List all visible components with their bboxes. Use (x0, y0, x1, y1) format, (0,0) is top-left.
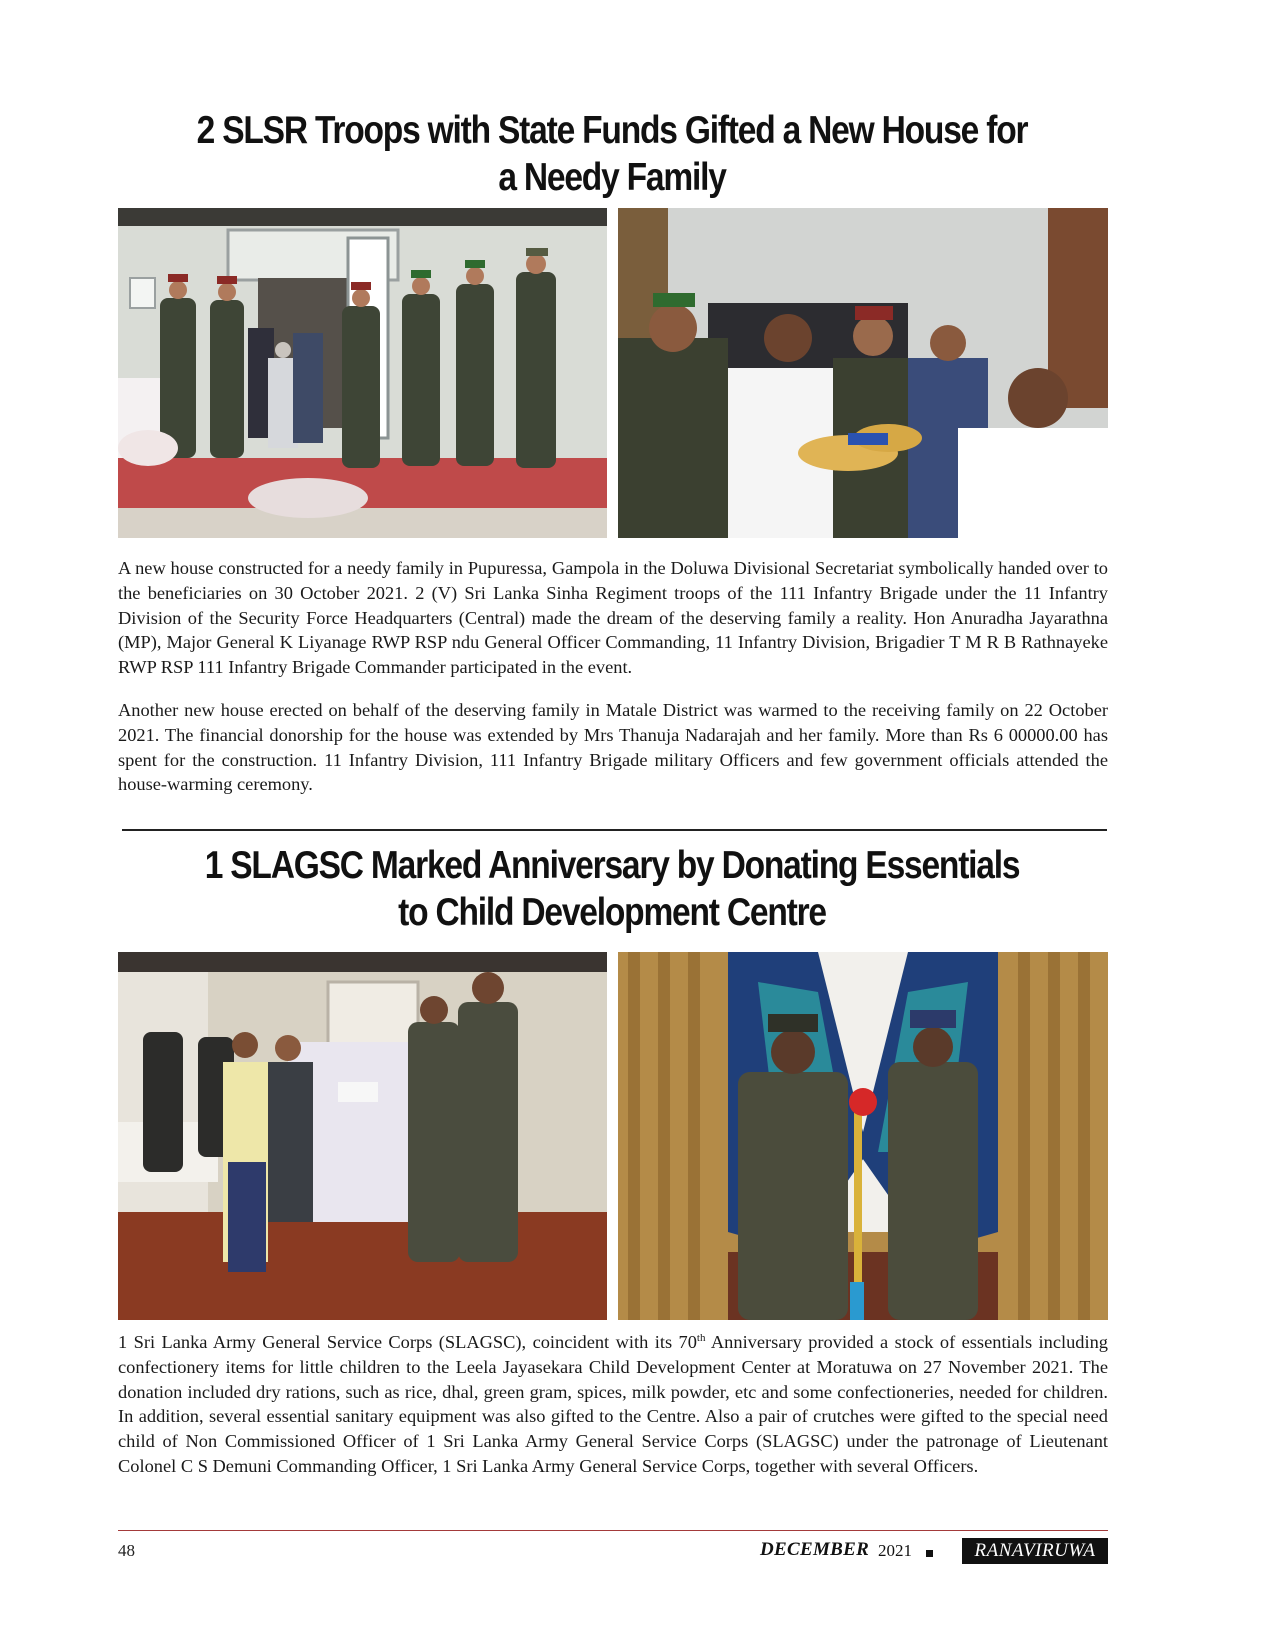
anniversary-presentation-photo (618, 952, 1108, 1320)
symbolic-key-handover-photo (618, 208, 1108, 538)
ordinal-suffix: th (696, 1331, 706, 1344)
article2-paragraph-part1: 1 Sri Lanka Army General Service Corps (SLAGSC), coincident with its 70 (118, 1332, 697, 1352)
footer-rule (118, 1530, 1108, 1531)
article1-paragraph-1: A new house constructed for a needy family in Pupuressa, Gampola in the Doluwa Divisional Secretariat symbolically handed over to the beneficiaries on 30 October 2021. 2 (V) Sri Lanka Sinha Regiment troops of the 111 Infantry Brigade under the 11 Infantry Division of the Security Force Headquarters (Central) made the dream of the deserving family a reality. Hon Anuradha Jayarathna (MP), Major General K Liyanage RWP RSP ndu General Officer Commanding, 11 Infantry Division, Brigadier T M R B Rathnayeke RWP RSP 111 Infantry Brigade Commander participated in the event. (118, 558, 1108, 678)
house-handover-group-photo (118, 208, 607, 538)
article2-paragraph (118, 1330, 1108, 1479)
article2-headline: 1 SLAGSC Marked Anniversary by Donating Essentials to Child Development Centre (204, 844, 1020, 934)
issue-year: 2021 (878, 1541, 912, 1560)
essentials-donation-photo (118, 952, 607, 1320)
article1-paragraph-2: Another new house erected on behalf of the deserving family in Matale District was warmed to the receiving family on 22 October 2021. The financial donorship for the house was extended by Mrs Thanuja Nadarajah and her family. More than Rs 6 00000.00 has spent for the construction. 11 Infantry Division, 111 Infantry Brigade military Officers and few government officials attended the house-warming ceremony. (118, 700, 1108, 795)
page-number: 48 (118, 1541, 135, 1560)
section-divider (122, 829, 1107, 831)
article2-paragraph-part2: Anniversary provided a stock of essentials including confectionery items for little children to the Leela Jayasekara Child Development Center at Moratuwa on 27 November 2021. The donation included dry rations, such as rice, dhal, green gram, spices, milk powder, etc and some confectioneries, needed for children. In addition, several essential sanitary equipment was also gifted to the Centre. Also a pair of crutches were gifted to the special need child of Non Commissioned Officer of 1 Sri Lanka Army General Service Corps (SLAGSC) under the patronage of Lieutenant Colonel C S Demuni Commanding Officer, 1 Sri Lanka Army General Service Corps, together with several Officers. (118, 1332, 1108, 1476)
magazine-name: RANAVIRUWA (962, 1538, 1108, 1564)
issue-month: DECEMBER (760, 1539, 870, 1560)
footer-separator (926, 1550, 933, 1557)
article1-headline: 2 SLSR Troops with State Funds Gifted a New House for a Needy Family (196, 109, 1028, 199)
